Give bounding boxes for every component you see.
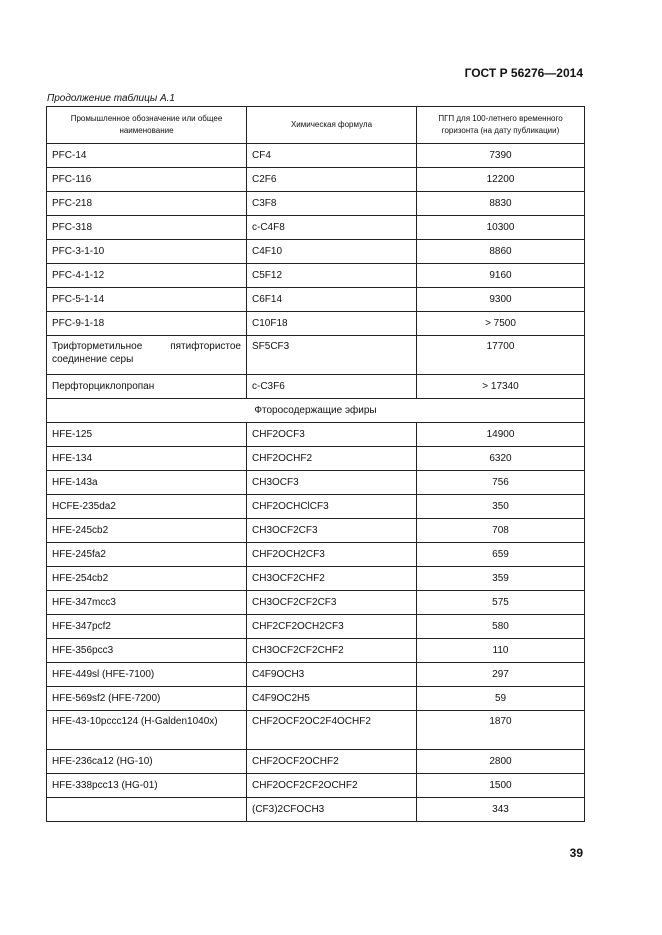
gwp-table (46, 106, 585, 822)
cell-gwp: 9300 (417, 288, 585, 312)
cell-gwp: 659 (417, 543, 585, 567)
table-row (47, 798, 585, 822)
cell-name: PFC-4-1-12 (47, 264, 247, 288)
table-row (47, 615, 585, 639)
cell-formula: C10F18 (247, 312, 417, 336)
cell-name: PFC-3-1-10 (47, 240, 247, 264)
cell-formula: c-C3F6 (247, 375, 417, 399)
cell-formula: CHF2OCHClCF3 (247, 495, 417, 519)
cell-gwp: 350 (417, 495, 585, 519)
cell-name: HFE-569sf2 (HFE-7200) (47, 687, 247, 711)
cell-gwp: 2800 (417, 750, 585, 774)
cell-gwp: 1870 (417, 711, 585, 750)
table-row (47, 471, 585, 495)
cell-gwp: 297 (417, 663, 585, 687)
table-row (47, 591, 585, 615)
cell-gwp: 8830 (417, 192, 585, 216)
cell-name: Трифторметильное пятифтористое соединение серы (47, 336, 247, 375)
section-title: Фторосодержащие эфиры (47, 399, 585, 423)
cell-gwp: 9160 (417, 264, 585, 288)
cell-gwp: 756 (417, 471, 585, 495)
cell-name: HFE-449sl (HFE-7100) (47, 663, 247, 687)
table-row (47, 216, 585, 240)
cell-formula: CHF2OCH2CF3 (247, 543, 417, 567)
cell-name: PFC-318 (47, 216, 247, 240)
cell-formula: CHF2OCHF2 (247, 447, 417, 471)
cell-formula: CHF2OCF2CF2OCHF2 (247, 774, 417, 798)
table-row (47, 687, 585, 711)
cell-name: HFE-236ca12 (HG-10) (47, 750, 247, 774)
table-header-row (47, 107, 585, 144)
cell-gwp: 12200 (417, 168, 585, 192)
table-row (47, 663, 585, 687)
table-row (47, 312, 585, 336)
cell-name: HFE-143a (47, 471, 247, 495)
cell-formula: (CF3)2CFOCH3 (247, 798, 417, 822)
table-row (47, 495, 585, 519)
cell-name: HFE-245fa2 (47, 543, 247, 567)
table-row (47, 519, 585, 543)
cell-formula: CH3OCF2CF2CHF2 (247, 639, 417, 663)
cell-name: PFC-218 (47, 192, 247, 216)
cell-gwp: 343 (417, 798, 585, 822)
cell-gwp: > 17340 (417, 375, 585, 399)
cell-name: HFE-338pcc13 (HG-01) (47, 774, 247, 798)
cell-gwp: > 7500 (417, 312, 585, 336)
column-header-formula: Химическая формула (247, 107, 417, 144)
cell-formula: CH3OCF3 (247, 471, 417, 495)
cell-formula: C4F9OC2H5 (247, 687, 417, 711)
cell-name: HFE-245cb2 (47, 519, 247, 543)
cell-gwp: 7390 (417, 144, 585, 168)
page-number: 39 (569, 846, 583, 860)
cell-gwp: 575 (417, 591, 585, 615)
cell-formula: c-C4F8 (247, 216, 417, 240)
table-row (47, 375, 585, 399)
table-row (47, 447, 585, 471)
table-row (47, 144, 585, 168)
cell-name: HFE-356pcc3 (47, 639, 247, 663)
cell-gwp: 10300 (417, 216, 585, 240)
cell-formula: CF4 (247, 144, 417, 168)
cell-gwp: 110 (417, 639, 585, 663)
cell-formula: CH3OCF2CHF2 (247, 567, 417, 591)
table-row (47, 240, 585, 264)
table-row (47, 168, 585, 192)
cell-formula: CH3OCF2CF2CF3 (247, 591, 417, 615)
table-row (47, 423, 585, 447)
cell-gwp: 14900 (417, 423, 585, 447)
cell-formula: CHF2OCF3 (247, 423, 417, 447)
cell-name: Перфторциклопропан (47, 375, 247, 399)
column-header-name: Промышленное обозначение или общее наименование (47, 107, 247, 144)
section-row (47, 399, 585, 423)
cell-gwp: 6320 (417, 447, 585, 471)
cell-formula: C3F8 (247, 192, 417, 216)
cell-formula: C6F14 (247, 288, 417, 312)
cell-formula: CHF2CF2OCH2CF3 (247, 615, 417, 639)
cell-gwp: 17700 (417, 336, 585, 375)
cell-name: HFE-125 (47, 423, 247, 447)
cell-formula: CHF2OCF2OCHF2 (247, 750, 417, 774)
table-row (47, 192, 585, 216)
table-row (47, 774, 585, 798)
table-caption: Продолжение таблицы А.1 (47, 93, 175, 104)
cell-name: HFE-254cb2 (47, 567, 247, 591)
cell-name: HFE-347mcc3 (47, 591, 247, 615)
table-row (47, 336, 585, 375)
cell-gwp: 8860 (417, 240, 585, 264)
table-row (47, 543, 585, 567)
cell-name: HCFE-235da2 (47, 495, 247, 519)
cell-name: HFE-347pcf2 (47, 615, 247, 639)
table-row (47, 567, 585, 591)
cell-name: HFE-134 (47, 447, 247, 471)
cell-gwp: 59 (417, 687, 585, 711)
document-id: ГОСТ Р 56276—2014 (464, 66, 583, 80)
cell-name (47, 798, 247, 822)
cell-formula: C4F10 (247, 240, 417, 264)
table-row (47, 288, 585, 312)
column-header-gwp: ПГП для 100-летнего временного горизонта (на дату публикации) (417, 107, 585, 144)
cell-formula: C4F9OCH3 (247, 663, 417, 687)
pfc-rows (47, 144, 585, 399)
cell-formula: SF5CF3 (247, 336, 417, 375)
cell-formula: CH3OCF2CF3 (247, 519, 417, 543)
cell-gwp: 1500 (417, 774, 585, 798)
hfe-rows (47, 423, 585, 822)
cell-gwp: 359 (417, 567, 585, 591)
table-row (47, 264, 585, 288)
table-row (47, 639, 585, 663)
cell-name: PFC-5-1-14 (47, 288, 247, 312)
cell-formula: C2F6 (247, 168, 417, 192)
cell-formula: C5F12 (247, 264, 417, 288)
table-row (47, 750, 585, 774)
cell-formula: CHF2OCF2OC2F4OCHF2 (247, 711, 417, 750)
cell-name: PFC-14 (47, 144, 247, 168)
cell-gwp: 580 (417, 615, 585, 639)
cell-name: PFC-116 (47, 168, 247, 192)
cell-gwp: 708 (417, 519, 585, 543)
cell-name: PFC-9-1-18 (47, 312, 247, 336)
cell-name: HFE-43-10pccc124 (H-Galden1040x) (47, 711, 247, 750)
table-row (47, 711, 585, 750)
